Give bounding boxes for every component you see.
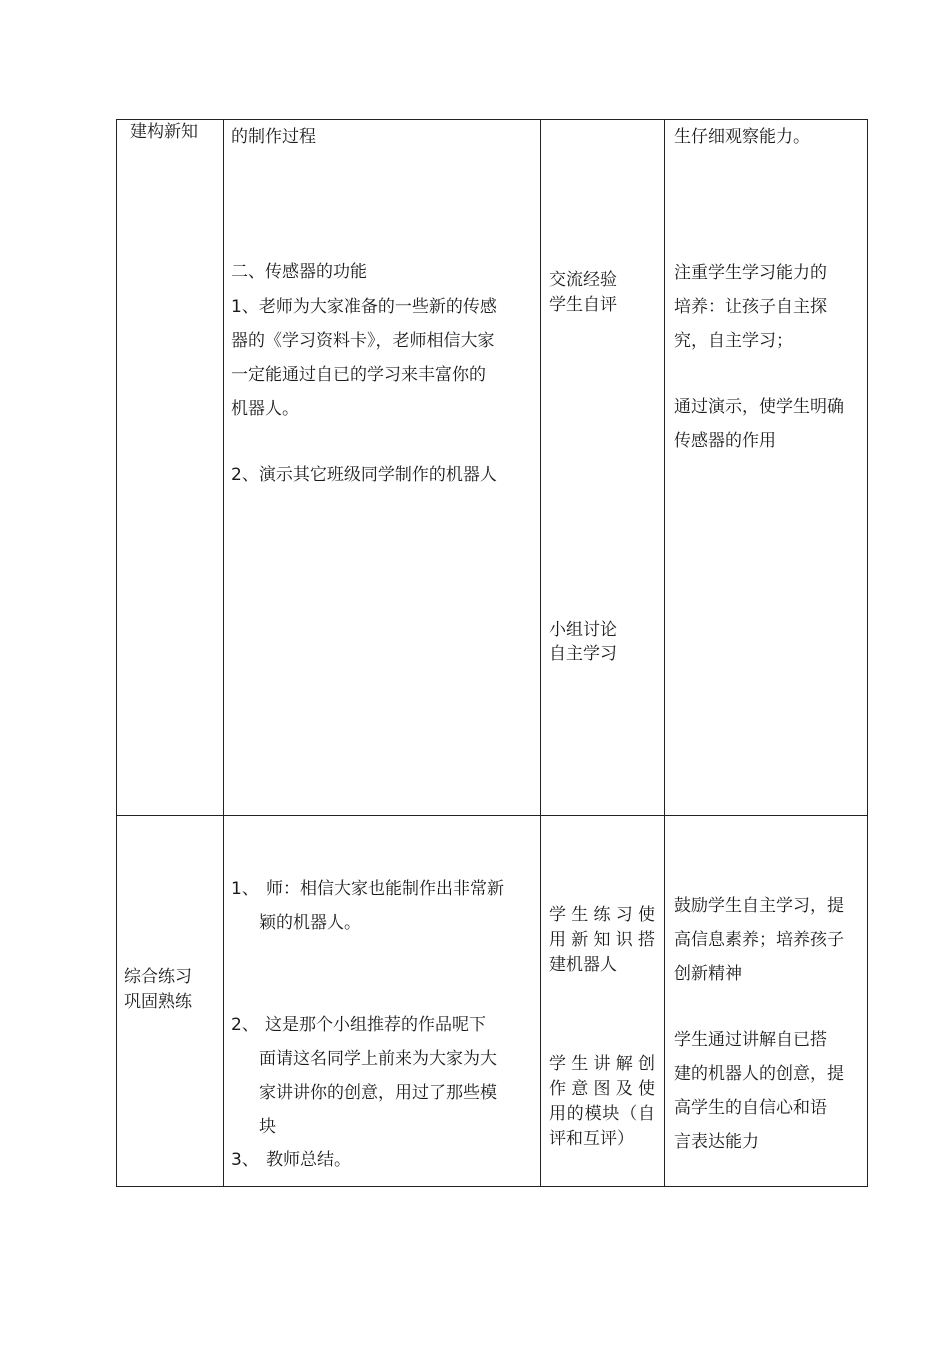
table-left-border xyxy=(116,119,117,1187)
stage-label: 建构新知 xyxy=(130,122,198,142)
content-item-3-number: 3、 xyxy=(231,1150,259,1170)
intent-2-line-2: 建的机器人的创意，提 xyxy=(674,1064,844,1084)
intent-1-line-1: 鼓励学生自主学习，提 xyxy=(674,896,844,916)
intent-carry-line: 生仔细观察能力。 xyxy=(674,127,810,147)
content-item-2-number: 2、 xyxy=(231,1015,259,1035)
intent-2-line-1: 通过演示，使学生明确 xyxy=(674,397,844,417)
activity-2-line-4: 评和互评） xyxy=(549,1129,634,1149)
content-item-1-line-4: 机器人。 xyxy=(231,399,299,419)
content-item-2-line-2: 面请这名同学上前来为大家为大 xyxy=(259,1049,497,1069)
intent-2-line-4: 言表达能力 xyxy=(674,1132,759,1152)
content-item-1-line-3: 一定能通过自已的学习来丰富你的 xyxy=(231,365,486,385)
intent-1-line-3: 究，自主学习； xyxy=(674,331,793,351)
intent-2-line-1: 学生通过讲解自已搭 xyxy=(674,1030,827,1050)
stage-label-line-1: 综合练习 xyxy=(124,967,192,987)
section-title: 二、传感器的功能 xyxy=(231,262,367,282)
activity-1-line-2: 用新知识搭 xyxy=(549,930,655,950)
content-item-2-line-1: 这是那个小组推荐的作品呢下 xyxy=(265,1015,486,1035)
activity-1-line-1: 学生练习使 xyxy=(549,905,655,925)
row-divider xyxy=(116,815,868,816)
content-item-2-line-3: 家讲讲你的创意，用过了那些模 xyxy=(259,1083,497,1103)
activity-2-line-3: 用的模块（自 xyxy=(549,1104,655,1124)
intent-1-line-1: 注重学生学习能力的 xyxy=(674,263,827,283)
activity-2-line-1: 学生讲解创 xyxy=(549,1054,655,1074)
column-divider-2 xyxy=(540,119,541,1187)
activity-2-line-2: 自主学习 xyxy=(549,644,617,664)
content-item-2: 2、演示其它班级同学制作的机器人 xyxy=(231,465,497,485)
intent-1-line-2: 培养：让孩子自主探 xyxy=(674,297,827,317)
content-item-1-number: 1、 xyxy=(231,879,259,899)
table-bottom-border xyxy=(116,1186,868,1187)
column-divider-3 xyxy=(664,119,665,1187)
activity-2-line-2: 作意图及使 xyxy=(549,1079,655,1099)
column-divider-1 xyxy=(223,119,224,1187)
intent-2-line-2: 传感器的作用 xyxy=(674,431,776,451)
intent-1-line-2: 高信息素养；培养孩子 xyxy=(674,930,844,950)
intent-1-line-3: 创新精神 xyxy=(674,964,742,984)
content-carry-line: 的制作过程 xyxy=(231,127,316,147)
content-item-1-line-2: 器的《学习资料卡》，老师相信大家 xyxy=(231,331,495,351)
content-item-2-line-4: 块 xyxy=(259,1117,276,1137)
content-item-1-line-2: 颖的机器人。 xyxy=(259,913,361,933)
activity-1-line-1: 交流经验 xyxy=(549,270,617,290)
stage-label-line-2: 巩固熟练 xyxy=(124,992,192,1012)
content-item-3: 教师总结。 xyxy=(266,1150,351,1170)
table-right-border xyxy=(867,119,868,1187)
table-top-border xyxy=(116,119,868,120)
activity-2-line-1: 小组讨论 xyxy=(549,620,617,640)
intent-2-line-3: 高学生的自信心和语 xyxy=(674,1098,827,1118)
content-item-1-line-1: 师：相信大家也能制作出非常新 xyxy=(266,879,504,899)
content-item-1-line-1: 1、老师为大家准备的一些新的传感 xyxy=(231,297,497,317)
activity-1-line-2: 学生自评 xyxy=(549,295,617,315)
activity-1-line-3: 建机器人 xyxy=(549,955,617,975)
